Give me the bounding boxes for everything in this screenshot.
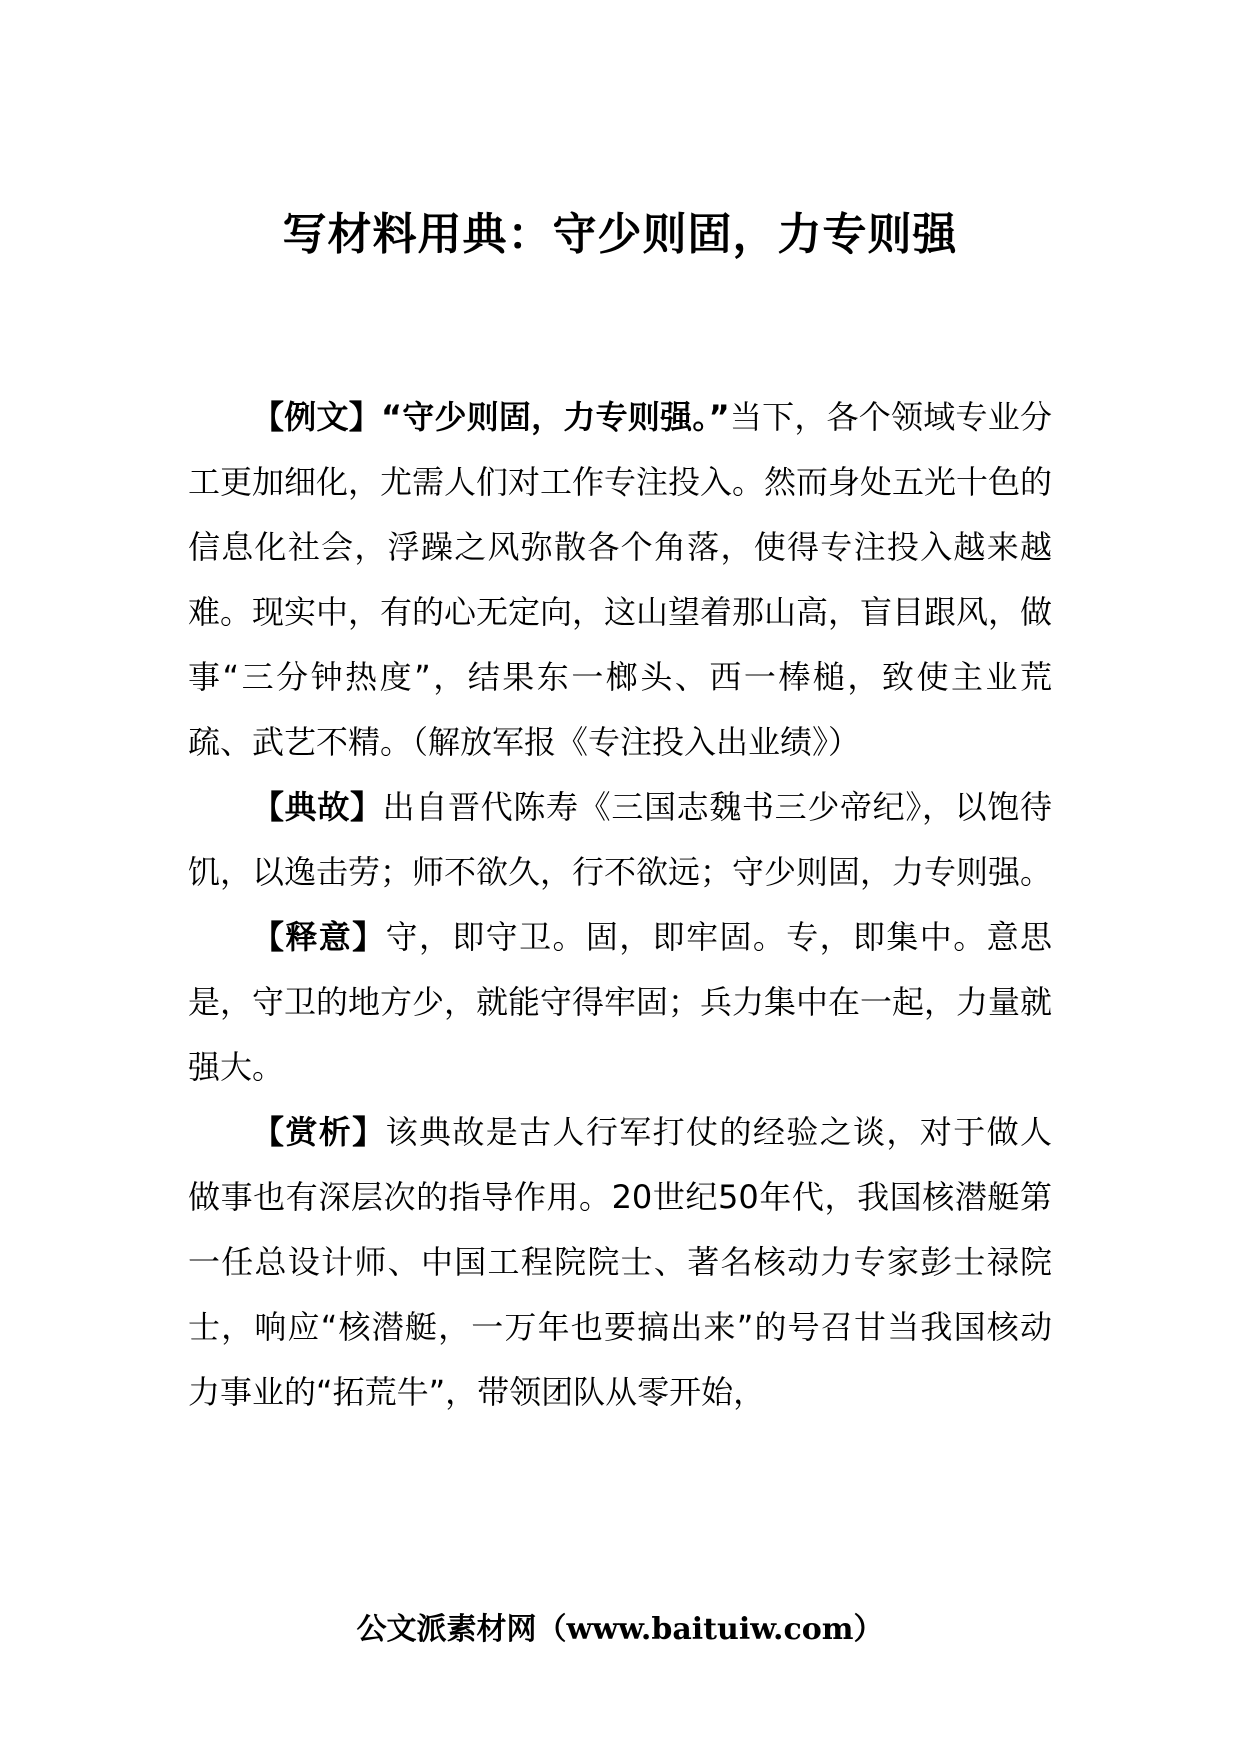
paragraph-example [188, 385, 1052, 775]
document-title: 写材料用典：守少则固，力专则强 [282, 209, 958, 260]
paragraph-tag: 【例文】 [252, 398, 381, 436]
paragraph-tag: 【典故】 [252, 788, 383, 826]
paragraph-text: 该典故是古人行军打仗的经验之谈，对于做人做事也有深层次的指导作用。20世纪50年代，我国核潜艇第一任总设计师、中国工程院院士、著名核动力专家彭士禄院士，响应“核潜艇，一万年也要搞出来”的号召甘当我国核动力事业的“拓荒牛”，带领团队从零开始， [188, 1113, 1052, 1411]
paragraph-meaning [188, 905, 1052, 1100]
paragraph-allusion [188, 775, 1052, 905]
paragraph-text: 当下，各个领域专业分工更加细化，尤需人们对工作专注投入。然而身处五光十色的信息化社会，浮躁之风弥散各个角落，使得专注投入越来越难。现实中，有的心无定向，这山望着那山高，盲目跟风，做事“三分钟热度”，结果东一榔头、西一棒槌，致使主业荒疏、武艺不精。（解放军报《专注投入出业绩》） [188, 398, 1053, 761]
paragraph-analysis [188, 1100, 1052, 1425]
paragraph-tag: 【赏析】 [252, 1113, 386, 1151]
page-footer: 公文派素材网（www.baituiw.com） [356, 1612, 884, 1647]
paragraph-text: 出自晋代陈寿《三国志魏书三少帝纪》，以饱待饥，以逸击劳；师不欲久，行不欲远；守少则固，力专则强。 [188, 788, 1053, 891]
paragraph-text: 守，即守卫。固，即牢固。专，即集中。意思是，守卫的地方少，就能守得牢固；兵力集中在一起，力量就强大。 [188, 918, 1053, 1086]
paragraph-tag: 【释意】 [252, 918, 386, 956]
example-quote: “守少则固，力专则强。” [380, 398, 730, 436]
document-body [188, 385, 1052, 1425]
